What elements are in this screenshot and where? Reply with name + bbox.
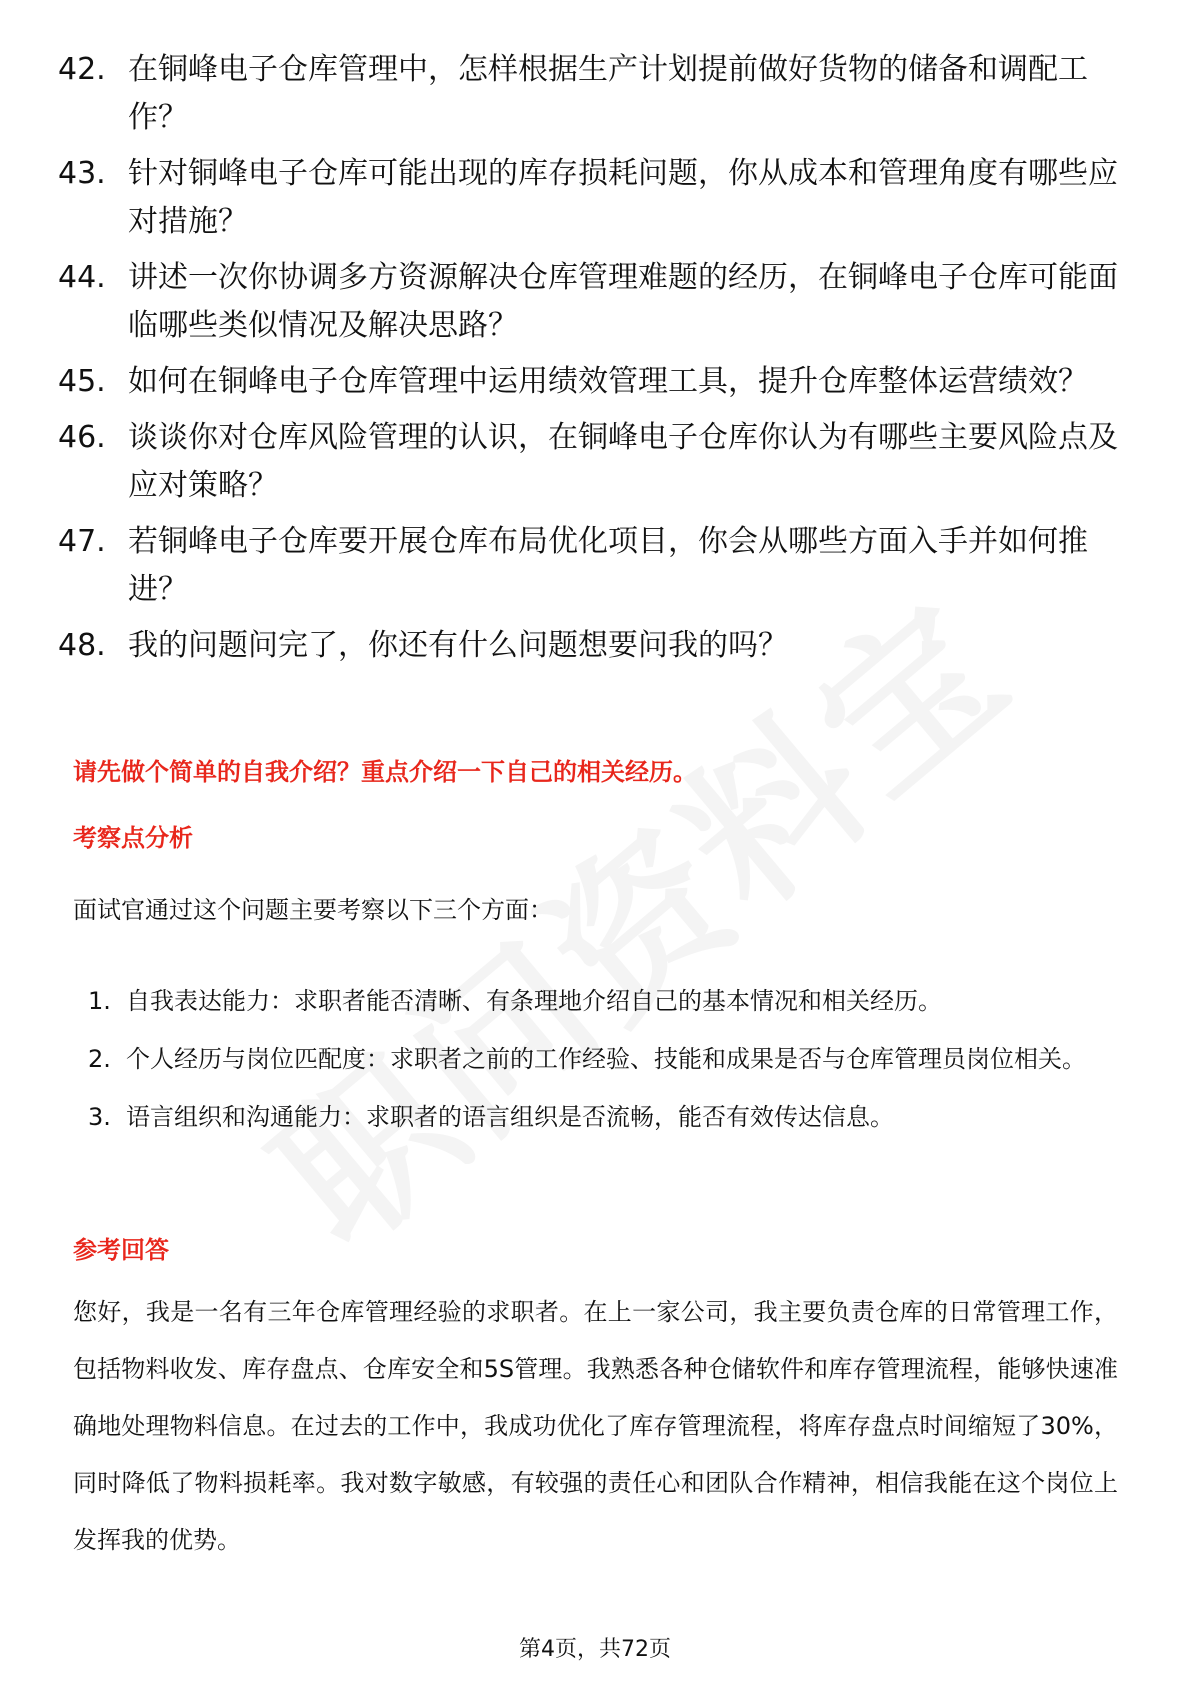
reference-heading: 参考回答 [73, 1236, 169, 1264]
question-number: 45. [58, 364, 106, 399]
point-number: 2. [88, 1045, 111, 1073]
question-number: 46. [58, 420, 106, 455]
list-item [58, 46, 1138, 142]
question-text: 谈谈你对仓库风险管理的认识，在铜峰电子仓库你认为有哪些主要风险点及应对策略？ [128, 420, 1118, 503]
list-item [58, 254, 1138, 350]
question-number: 44. [58, 260, 106, 295]
highlight-question: 请先做个简单的自我介绍？重点介绍一下自己的相关经历。 [73, 758, 697, 786]
list-item [58, 518, 1138, 614]
analysis-points [88, 972, 1128, 1146]
watermark-text [217, 575, 1003, 1290]
point-number: 1. [88, 987, 111, 1015]
question-text: 如何在铜峰电子仓库管理中运用绩效管理工具，提升仓库整体运营绩效？ [128, 364, 1088, 399]
page-footer: 第4页，共72页 [519, 1637, 671, 1662]
list-item [58, 150, 1138, 246]
question-text: 讲述一次你协调多方资源解决仓库管理难题的经历，在铜峰电子仓库可能面临哪些类似情况及解决思路？ [128, 260, 1118, 343]
list-item [88, 1030, 1128, 1088]
question-number: 42. [58, 52, 106, 87]
question-text: 若铜峰电子仓库要开展仓库布局优化项目，你会从哪些方面入手并如何推进？ [128, 524, 1088, 607]
list-item [88, 972, 1128, 1030]
question-text: 在铜峰电子仓库管理中，怎样根据生产计划提前做好货物的储备和调配工作？ [128, 52, 1088, 135]
point-number: 3. [88, 1103, 111, 1131]
list-item [58, 414, 1138, 510]
question-number: 43. [58, 156, 106, 191]
question-text: 针对铜峰电子仓库可能出现的库存损耗问题，你从成本和管理角度有哪些应对措施？ [128, 156, 1118, 239]
question-text: 我的问题问完了，你还有什么问题想要问我的吗？ [128, 628, 788, 663]
list-item [58, 622, 1138, 670]
reference-answer: 您好，我是一名有三年仓库管理经验的求职者。在上一家公司，我主要负责仓库的日常管理工作，包括物料收发、库存盘点、仓库安全和5S管理。我熟悉各种仓储软件和库存管理流程，能够快速准确地处理物料信息。在过去的工作中，我成功优化了库存管理流程，将库存盘点时间缩短了30%，同时降低了物料损耗率。我对数字敏感，有较强的责任心和团队合作精神，相信我能在这个岗位上发挥我的优势。 [73, 1298, 1118, 1554]
analysis-heading: 考察点分析 [73, 824, 193, 852]
point-text: 自我表达能力：求职者能否清晰、有条理地介绍自己的基本情况和相关经历。 [126, 987, 942, 1015]
question-number: 48. [58, 628, 106, 663]
point-text: 语言组织和沟通能力：求职者的语言组织是否流畅，能否有效传达信息。 [126, 1103, 894, 1131]
question-number: 47. [58, 524, 106, 559]
question-list [58, 46, 1138, 678]
point-text: 个人经历与岗位匹配度：求职者之前的工作经验、技能和成果是否与仓库管理员岗位相关。 [126, 1045, 1086, 1073]
list-item [88, 1088, 1128, 1146]
list-item [58, 358, 1138, 406]
analysis-intro: 面试官通过这个问题主要考察以下三个方面： [73, 896, 553, 924]
